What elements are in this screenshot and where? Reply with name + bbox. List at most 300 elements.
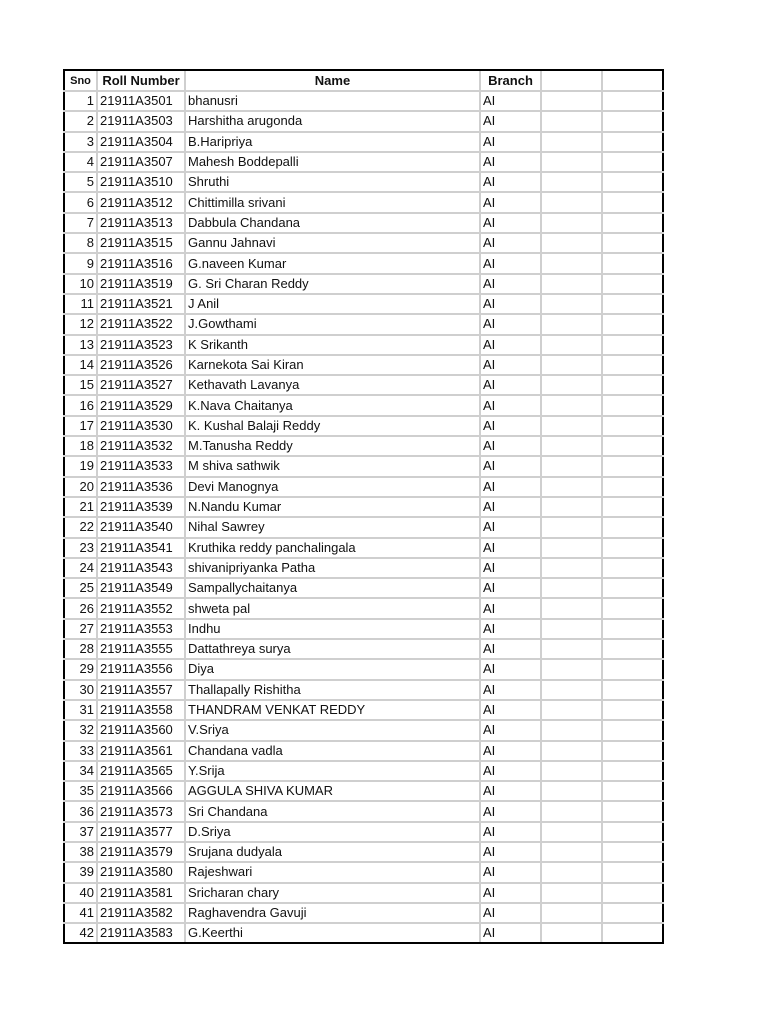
cell-branch: AI [480, 274, 541, 294]
cell-sno: 20 [64, 477, 97, 497]
cell-branch: AI [480, 680, 541, 700]
cell-sno: 29 [64, 659, 97, 679]
table-row [64, 558, 663, 578]
table-row [64, 456, 663, 476]
table-row [64, 639, 663, 659]
cell-blank-1 [541, 132, 602, 152]
student-roster-sheet [63, 69, 662, 944]
cell-blank-2 [602, 517, 663, 537]
table-row [64, 375, 663, 395]
cell-name: Thallapally Rishitha [185, 680, 480, 700]
cell-name: Dattathreya surya [185, 639, 480, 659]
cell-blank-2 [602, 619, 663, 639]
cell-blank-2 [602, 903, 663, 923]
cell-blank-2 [602, 111, 663, 131]
cell-roll-number: 21911A3561 [97, 741, 185, 761]
cell-sno: 3 [64, 132, 97, 152]
table-row [64, 700, 663, 720]
cell-blank-1 [541, 761, 602, 781]
table-row [64, 111, 663, 131]
cell-roll-number: 21911A3533 [97, 456, 185, 476]
cell-roll-number: 21911A3530 [97, 416, 185, 436]
table-row [64, 801, 663, 821]
cell-branch: AI [480, 741, 541, 761]
cell-blank-1 [541, 538, 602, 558]
table-row [64, 619, 663, 639]
cell-branch: AI [480, 903, 541, 923]
table-row [64, 862, 663, 882]
cell-name: shivanipriyanka Patha [185, 558, 480, 578]
cell-blank-2 [602, 375, 663, 395]
cell-blank-1 [541, 720, 602, 740]
cell-blank-1 [541, 903, 602, 923]
cell-sno: 10 [64, 274, 97, 294]
table-row [64, 152, 663, 172]
cell-blank-1 [541, 91, 602, 111]
cell-name: Sampallychaitanya [185, 578, 480, 598]
cell-sno: 16 [64, 395, 97, 415]
cell-roll-number: 21911A3516 [97, 253, 185, 273]
cell-blank-2 [602, 274, 663, 294]
cell-name: Devi Manognya [185, 477, 480, 497]
cell-name: D.Sriya [185, 822, 480, 842]
cell-sno: 33 [64, 741, 97, 761]
table-row [64, 314, 663, 334]
cell-name: G. Sri Charan Reddy [185, 274, 480, 294]
cell-blank-2 [602, 720, 663, 740]
table-row [64, 883, 663, 903]
cell-name: G.naveen Kumar [185, 253, 480, 273]
cell-name: Indhu [185, 619, 480, 639]
cell-branch: AI [480, 335, 541, 355]
cell-blank-1 [541, 213, 602, 233]
cell-name: K Srikanth [185, 335, 480, 355]
cell-blank-1 [541, 822, 602, 842]
cell-name: Srujana dudyala [185, 842, 480, 862]
cell-name: THANDRAM VENKAT REDDY [185, 700, 480, 720]
cell-sno: 31 [64, 700, 97, 720]
cell-branch: AI [480, 598, 541, 618]
cell-blank-2 [602, 598, 663, 618]
table-row [64, 517, 663, 537]
cell-blank-2 [602, 213, 663, 233]
table-row [64, 335, 663, 355]
cell-branch: AI [480, 111, 541, 131]
column-header-branch: Branch [480, 70, 541, 91]
table-row [64, 233, 663, 253]
cell-roll-number: 21911A3565 [97, 761, 185, 781]
table-row [64, 781, 663, 801]
cell-sno: 28 [64, 639, 97, 659]
cell-branch: AI [480, 213, 541, 233]
cell-branch: AI [480, 781, 541, 801]
cell-roll-number: 21911A3539 [97, 497, 185, 517]
cell-blank-1 [541, 436, 602, 456]
cell-blank-2 [602, 192, 663, 212]
table-row [64, 842, 663, 862]
cell-sno: 2 [64, 111, 97, 131]
table-row [64, 416, 663, 436]
cell-roll-number: 21911A3515 [97, 233, 185, 253]
cell-blank-1 [541, 598, 602, 618]
cell-roll-number: 21911A3522 [97, 314, 185, 334]
cell-name: Raghavendra Gavuji [185, 903, 480, 923]
cell-sno: 9 [64, 253, 97, 273]
cell-sno: 32 [64, 720, 97, 740]
cell-branch: AI [480, 761, 541, 781]
cell-sno: 14 [64, 355, 97, 375]
cell-blank-1 [541, 700, 602, 720]
cell-branch: AI [480, 659, 541, 679]
header-row [64, 70, 663, 91]
cell-roll-number: 21911A3557 [97, 680, 185, 700]
cell-blank-1 [541, 578, 602, 598]
cell-roll-number: 21911A3549 [97, 578, 185, 598]
cell-roll-number: 21911A3526 [97, 355, 185, 375]
cell-blank-1 [541, 314, 602, 334]
column-header-blank-1 [541, 70, 602, 91]
table-row [64, 91, 663, 111]
cell-blank-2 [602, 436, 663, 456]
table-row [64, 253, 663, 273]
cell-blank-1 [541, 883, 602, 903]
cell-sno: 13 [64, 335, 97, 355]
cell-roll-number: 21911A3579 [97, 842, 185, 862]
cell-blank-2 [602, 294, 663, 314]
cell-sno: 12 [64, 314, 97, 334]
cell-branch: AI [480, 375, 541, 395]
table-row [64, 132, 663, 152]
cell-blank-1 [541, 233, 602, 253]
cell-blank-2 [602, 497, 663, 517]
cell-roll-number: 21911A3501 [97, 91, 185, 111]
cell-branch: AI [480, 477, 541, 497]
cell-blank-2 [602, 923, 663, 943]
cell-sno: 1 [64, 91, 97, 111]
cell-blank-2 [602, 700, 663, 720]
cell-name: Diya [185, 659, 480, 679]
cell-sno: 23 [64, 538, 97, 558]
cell-blank-2 [602, 659, 663, 679]
cell-blank-1 [541, 274, 602, 294]
cell-name: Gannu Jahnavi [185, 233, 480, 253]
cell-branch: AI [480, 355, 541, 375]
cell-roll-number: 21911A3555 [97, 639, 185, 659]
cell-branch: AI [480, 253, 541, 273]
cell-blank-2 [602, 253, 663, 273]
cell-blank-1 [541, 741, 602, 761]
cell-blank-2 [602, 761, 663, 781]
cell-branch: AI [480, 842, 541, 862]
cell-name: bhanusri [185, 91, 480, 111]
table-row [64, 923, 663, 943]
cell-blank-1 [541, 801, 602, 821]
cell-name: Karnekota Sai Kiran [185, 355, 480, 375]
cell-name: Chandana vadla [185, 741, 480, 761]
cell-branch: AI [480, 314, 541, 334]
cell-roll-number: 21911A3521 [97, 294, 185, 314]
table-row [64, 659, 663, 679]
cell-branch: AI [480, 639, 541, 659]
cell-branch: AI [480, 619, 541, 639]
cell-blank-2 [602, 639, 663, 659]
cell-sno: 39 [64, 862, 97, 882]
cell-blank-2 [602, 558, 663, 578]
table-row [64, 720, 663, 740]
cell-branch: AI [480, 538, 541, 558]
cell-branch: AI [480, 395, 541, 415]
table-row [64, 598, 663, 618]
cell-roll-number: 21911A3504 [97, 132, 185, 152]
cell-roll-number: 21911A3540 [97, 517, 185, 537]
cell-branch: AI [480, 91, 541, 111]
table-row [64, 741, 663, 761]
cell-branch: AI [480, 456, 541, 476]
cell-roll-number: 21911A3513 [97, 213, 185, 233]
cell-blank-1 [541, 192, 602, 212]
cell-branch: AI [480, 700, 541, 720]
student-roster-table [63, 69, 664, 944]
cell-blank-1 [541, 639, 602, 659]
cell-blank-2 [602, 741, 663, 761]
cell-roll-number: 21911A3566 [97, 781, 185, 801]
cell-blank-1 [541, 395, 602, 415]
cell-blank-2 [602, 538, 663, 558]
cell-name: K. Kushal Balaji Reddy [185, 416, 480, 436]
cell-branch: AI [480, 862, 541, 882]
cell-sno: 19 [64, 456, 97, 476]
cell-roll-number: 21911A3519 [97, 274, 185, 294]
cell-roll-number: 21911A3558 [97, 700, 185, 720]
table-row [64, 436, 663, 456]
cell-roll-number: 21911A3573 [97, 801, 185, 821]
cell-blank-1 [541, 335, 602, 355]
cell-branch: AI [480, 233, 541, 253]
cell-blank-2 [602, 477, 663, 497]
table-row [64, 497, 663, 517]
cell-blank-2 [602, 355, 663, 375]
cell-sno: 6 [64, 192, 97, 212]
table-row [64, 761, 663, 781]
cell-name: Harshitha arugonda [185, 111, 480, 131]
cell-branch: AI [480, 192, 541, 212]
table-row [64, 172, 663, 192]
cell-sno: 36 [64, 801, 97, 821]
cell-sno: 34 [64, 761, 97, 781]
cell-name: M shiva sathwik [185, 456, 480, 476]
table-row [64, 680, 663, 700]
cell-name: Dabbula Chandana [185, 213, 480, 233]
cell-blank-2 [602, 132, 663, 152]
cell-roll-number: 21911A3512 [97, 192, 185, 212]
cell-roll-number: 21911A3553 [97, 619, 185, 639]
cell-blank-1 [541, 558, 602, 578]
cell-blank-2 [602, 680, 663, 700]
cell-roll-number: 21911A3552 [97, 598, 185, 618]
cell-branch: AI [480, 436, 541, 456]
cell-name: Sricharan chary [185, 883, 480, 903]
cell-blank-2 [602, 842, 663, 862]
cell-blank-1 [541, 253, 602, 273]
cell-blank-1 [541, 862, 602, 882]
cell-sno: 30 [64, 680, 97, 700]
column-header-blank-2 [602, 70, 663, 91]
cell-blank-2 [602, 152, 663, 172]
cell-roll-number: 21911A3543 [97, 558, 185, 578]
cell-blank-2 [602, 314, 663, 334]
cell-roll-number: 21911A3541 [97, 538, 185, 558]
cell-sno: 27 [64, 619, 97, 639]
cell-blank-2 [602, 172, 663, 192]
cell-branch: AI [480, 517, 541, 537]
cell-roll-number: 21911A3583 [97, 923, 185, 943]
cell-name: Kethavath Lavanya [185, 375, 480, 395]
roster-body [64, 91, 663, 943]
cell-blank-2 [602, 233, 663, 253]
cell-sno: 4 [64, 152, 97, 172]
table-row [64, 477, 663, 497]
cell-name: AGGULA SHIVA KUMAR [185, 781, 480, 801]
cell-sno: 24 [64, 558, 97, 578]
cell-roll-number: 21911A3581 [97, 883, 185, 903]
cell-blank-2 [602, 91, 663, 111]
cell-name: Chittimilla srivani [185, 192, 480, 212]
cell-name: Y.Srija [185, 761, 480, 781]
cell-branch: AI [480, 558, 541, 578]
cell-blank-2 [602, 578, 663, 598]
cell-blank-1 [541, 680, 602, 700]
table-row [64, 355, 663, 375]
table-row [64, 192, 663, 212]
cell-roll-number: 21911A3507 [97, 152, 185, 172]
cell-blank-1 [541, 456, 602, 476]
cell-blank-2 [602, 822, 663, 842]
cell-branch: AI [480, 578, 541, 598]
cell-branch: AI [480, 822, 541, 842]
cell-sno: 17 [64, 416, 97, 436]
cell-sno: 41 [64, 903, 97, 923]
cell-name: Rajeshwari [185, 862, 480, 882]
cell-roll-number: 21911A3523 [97, 335, 185, 355]
cell-blank-2 [602, 862, 663, 882]
cell-branch: AI [480, 883, 541, 903]
cell-roll-number: 21911A3532 [97, 436, 185, 456]
cell-sno: 8 [64, 233, 97, 253]
cell-roll-number: 21911A3529 [97, 395, 185, 415]
cell-blank-1 [541, 923, 602, 943]
cell-sno: 21 [64, 497, 97, 517]
column-header-name: Name [185, 70, 480, 91]
cell-blank-1 [541, 619, 602, 639]
cell-sno: 22 [64, 517, 97, 537]
cell-blank-1 [541, 172, 602, 192]
cell-branch: AI [480, 132, 541, 152]
cell-name: shweta pal [185, 598, 480, 618]
cell-blank-1 [541, 477, 602, 497]
cell-branch: AI [480, 497, 541, 517]
cell-roll-number: 21911A3510 [97, 172, 185, 192]
column-header-roll-number: Roll Number [97, 70, 185, 91]
cell-name: Kruthika reddy panchalingala [185, 538, 480, 558]
cell-sno: 26 [64, 598, 97, 618]
cell-blank-1 [541, 111, 602, 131]
cell-blank-1 [541, 355, 602, 375]
cell-sno: 18 [64, 436, 97, 456]
cell-sno: 35 [64, 781, 97, 801]
cell-blank-1 [541, 375, 602, 395]
cell-sno: 25 [64, 578, 97, 598]
cell-sno: 7 [64, 213, 97, 233]
cell-name: Mahesh Boddepalli [185, 152, 480, 172]
cell-roll-number: 21911A3536 [97, 477, 185, 497]
table-row [64, 213, 663, 233]
cell-branch: AI [480, 294, 541, 314]
cell-blank-1 [541, 152, 602, 172]
cell-name: Sri Chandana [185, 801, 480, 821]
cell-branch: AI [480, 923, 541, 943]
cell-roll-number: 21911A3556 [97, 659, 185, 679]
cell-sno: 40 [64, 883, 97, 903]
cell-blank-2 [602, 416, 663, 436]
cell-roll-number: 21911A3577 [97, 822, 185, 842]
cell-blank-1 [541, 781, 602, 801]
cell-branch: AI [480, 172, 541, 192]
cell-roll-number: 21911A3560 [97, 720, 185, 740]
cell-name: K.Nava Chaitanya [185, 395, 480, 415]
table-row [64, 538, 663, 558]
cell-name: Shruthi [185, 172, 480, 192]
cell-branch: AI [480, 152, 541, 172]
cell-name: V.Sriya [185, 720, 480, 740]
cell-blank-2 [602, 395, 663, 415]
cell-sno: 11 [64, 294, 97, 314]
table-row [64, 294, 663, 314]
cell-roll-number: 21911A3580 [97, 862, 185, 882]
cell-name: M.Tanusha Reddy [185, 436, 480, 456]
cell-blank-2 [602, 883, 663, 903]
table-row [64, 578, 663, 598]
table-row [64, 822, 663, 842]
cell-blank-1 [541, 842, 602, 862]
cell-name: G.Keerthi [185, 923, 480, 943]
cell-blank-2 [602, 456, 663, 476]
cell-blank-1 [541, 416, 602, 436]
cell-sno: 37 [64, 822, 97, 842]
cell-blank-1 [541, 294, 602, 314]
table-row [64, 903, 663, 923]
cell-name: J.Gowthami [185, 314, 480, 334]
cell-blank-1 [541, 517, 602, 537]
table-row [64, 395, 663, 415]
cell-name: Nihal Sawrey [185, 517, 480, 537]
table-row [64, 274, 663, 294]
cell-blank-1 [541, 659, 602, 679]
cell-blank-1 [541, 497, 602, 517]
cell-branch: AI [480, 720, 541, 740]
cell-sno: 5 [64, 172, 97, 192]
cell-branch: AI [480, 801, 541, 821]
cell-sno: 38 [64, 842, 97, 862]
cell-branch: AI [480, 416, 541, 436]
cell-roll-number: 21911A3503 [97, 111, 185, 131]
cell-sno: 42 [64, 923, 97, 943]
cell-roll-number: 21911A3527 [97, 375, 185, 395]
cell-name: N.Nandu Kumar [185, 497, 480, 517]
column-header-sno: Sno [64, 70, 97, 91]
cell-blank-2 [602, 801, 663, 821]
cell-sno: 15 [64, 375, 97, 395]
cell-name: B.Haripriya [185, 132, 480, 152]
